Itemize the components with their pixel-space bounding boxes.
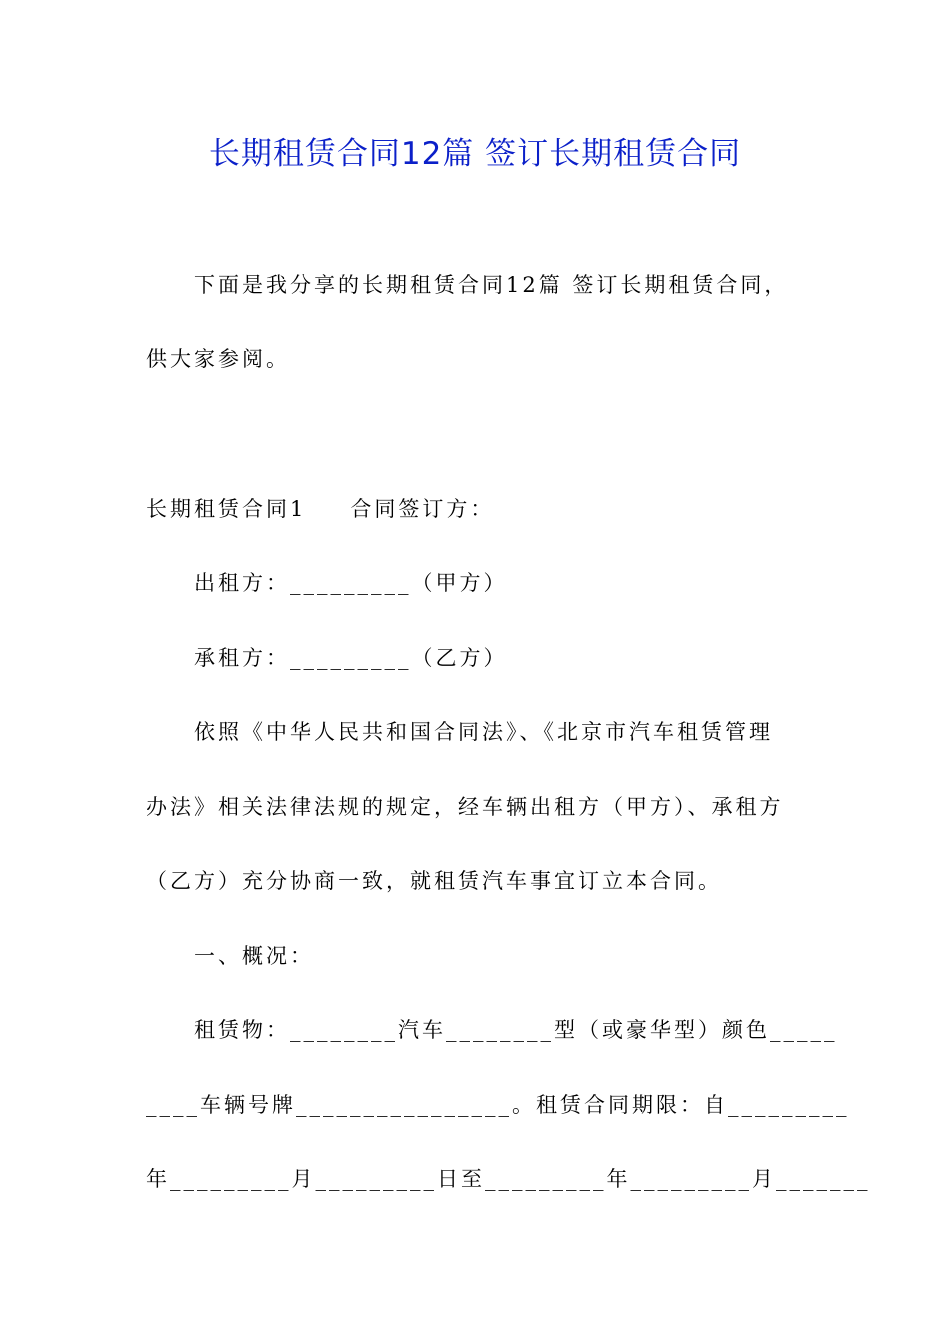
basis-line-3: （乙方）充分协商一致，就租赁汽车事宜订立本合同。 <box>146 869 722 893</box>
lease-object-line-1: 租赁物：________汽车________型（或豪华型）颜色_____ <box>194 1018 838 1042</box>
lessee-line: 承租方：_________（乙方） <box>194 646 508 670</box>
intro-line-1: 下面是我分享的长期租赁合同12篇 签订长期租赁合同， <box>194 273 789 297</box>
basis-line-1: 依照《中华人民共和国合同法》、《北京市汽车租赁管理 <box>194 720 773 744</box>
section-label: 长期租赁合同1 <box>146 497 307 521</box>
document-title: 长期租赁合同12篇 签订长期租赁合同 <box>208 136 742 172</box>
heading-one: 一、概况： <box>194 944 314 968</box>
section-sub: 合同签订方： <box>350 497 495 521</box>
lease-object-line-2: ____车辆号牌________________。租赁合同期限：自_________ <box>146 1093 850 1117</box>
lease-object-line-3: 年_________月_________日至_________年_________月_______ <box>146 1167 871 1191</box>
section-heading <box>146 494 810 524</box>
basis-line-2: 办法》相关法律法规的规定，经车辆出租方（甲方）、承租方 <box>146 795 784 819</box>
lessor-line: 出租方：_________（甲方） <box>194 571 508 595</box>
intro-line-2: 供大家参阅。 <box>146 347 290 371</box>
